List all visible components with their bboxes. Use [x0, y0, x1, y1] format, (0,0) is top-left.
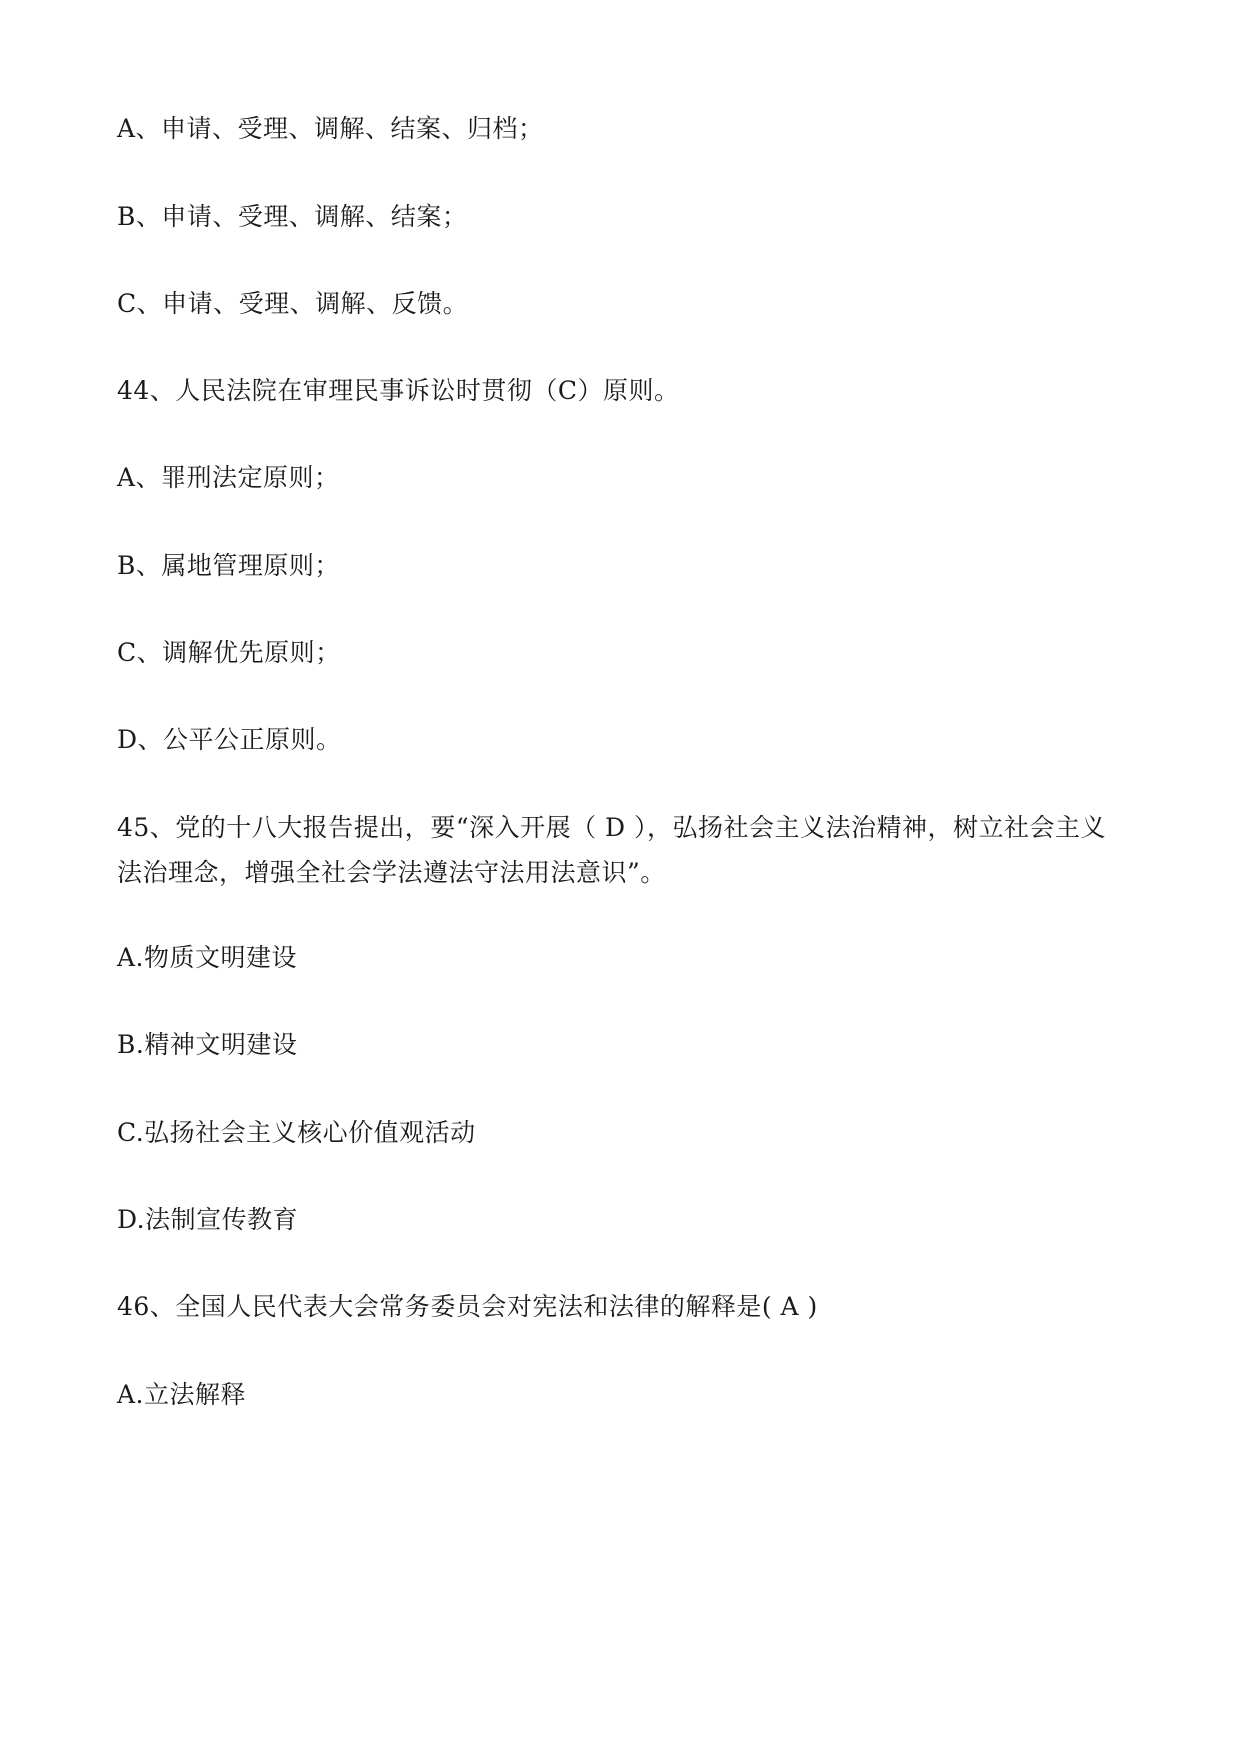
- question-46-stem: 46、全国人民代表大会常务委员会对宪法和法律的解释是( A ): [117, 1292, 818, 1321]
- question-44-option-c: C、调解优先原则；: [117, 638, 341, 667]
- question-44-option-a: A、罪刑法定原则；: [117, 463, 340, 492]
- question-44-stem: 44、人民法院在审理民事诉讼时贯彻（C）原则。: [117, 376, 680, 405]
- option-c: C、申请、受理、调解、反馈。: [117, 289, 469, 318]
- question-46-option-a: A.立法解释: [117, 1380, 247, 1409]
- question-44-option-d: D、公平公正原则。: [117, 725, 342, 754]
- question-45-option-d: D.法制宣传教育: [117, 1205, 299, 1234]
- question-45-option-b: B.精神文明建设: [117, 1030, 298, 1059]
- option-b: B、申请、受理、调解、结案；: [117, 202, 468, 231]
- question-45-option-c: C.弘扬社会主义核心价值观活动: [117, 1118, 476, 1147]
- question-45-option-a: A.物质文明建设: [117, 943, 298, 972]
- question-45-stem-line2: 法治理念，增强全社会学法遵法守法用法意识”。: [117, 858, 666, 887]
- option-a: A、申请、受理、调解、结案、归档；: [117, 114, 544, 143]
- question-44-option-b: B、属地管理原则；: [117, 551, 340, 580]
- question-45-stem-line1: 45、党的十八大报告提出，要“深入开展（ D ），弘扬社会主义法治精神，树立社会主义: [117, 813, 1107, 842]
